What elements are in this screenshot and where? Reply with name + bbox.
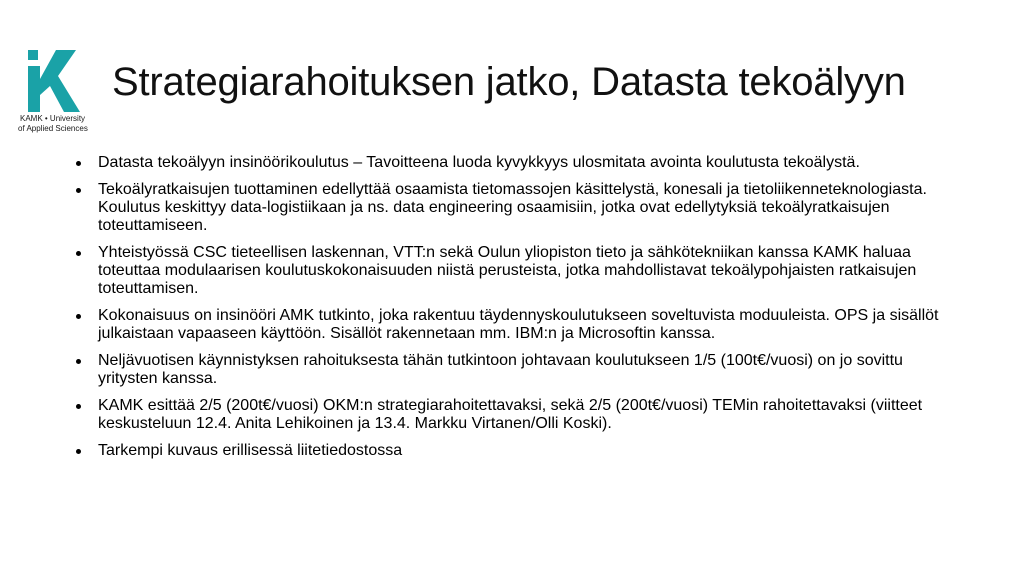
bullet-dot-icon xyxy=(76,188,81,193)
slide-title: Strategiarahoituksen jatko, Datasta tekoälyyn xyxy=(112,60,906,104)
bullet-text: Kokonaisuus on insinööri AMK tutkinto, joka rakentuu täydennyskoulutukseen soveltuvista moduuleista. OPS ja sisällöt julkaistaan vapaaseen käyttöön. Sisällöt rakennetaan mm. IBM:n ja Microsoftin kanssa. xyxy=(98,307,939,342)
bullet-item xyxy=(76,397,956,433)
bullet-text: Datasta tekoälyyn insinöörikoulutus – Tavoitteena luoda kyvykkyys ulosmitata avointa koulutusta tekoälystä. xyxy=(98,154,860,171)
bullet-dot-icon xyxy=(76,359,81,364)
bullet-dot-icon xyxy=(76,251,81,256)
bullet-text: Yhteistyössä CSC tieteellisen laskennan, VTT:n sekä Oulun yliopiston tieto ja sähkötekniikan kanssa KAMK haluaa toteuttaa modulaarisen koulutuskokonaisuuden niistä perusteista, jotka mahdollistavat tekoälypohjaisten ratkaisujen toteuttamisen. xyxy=(98,244,917,297)
bullet-item xyxy=(76,307,956,343)
bullet-text: Tarkempi kuvaus erillisessä liitetiedostossa xyxy=(98,442,403,459)
bullet-item xyxy=(76,181,956,235)
bullet-item xyxy=(76,154,956,172)
logo-line-2: of Applied Sciences xyxy=(18,124,88,133)
bullet-dot-icon xyxy=(76,161,81,166)
bullet-dot-icon xyxy=(76,449,81,454)
bullet-list xyxy=(76,154,956,469)
kamk-logo xyxy=(18,50,94,136)
bullet-text: KAMK esittää 2/5 (200t€/vuosi) OKM:n strategiarahoitettavaksi, sekä 2/5 (200t€/vuosi) TEMin rahoitettavaksi (viitteet keskusteluun 12.4. Anita Lehikoinen ja 13.4. Markku Virtanen/Olli Koski). xyxy=(98,397,923,432)
bullet-text: Neljävuotisen käynnistyksen rahoituksesta tähän tutkintoon johtavaan koulutukseen 1/5 (100t€/vuosi) on jo sovittu yritysten kanssa. xyxy=(98,352,903,387)
bullet-dot-icon xyxy=(76,314,81,319)
bullet-item xyxy=(76,352,956,388)
bullet-dot-icon xyxy=(76,404,81,409)
bullet-text: Tekoälyratkaisujen tuottaminen edellyttää osaamista tietomassojen käsittelystä, konesali ja tietoliikenneteknologiasta. Koulutus keskittyy data-logistiikaan ja ns. data engineering osaamisiin, jotka ovat edellytyksiä tekoälyratkaisujen toteuttamiseen. xyxy=(98,181,927,234)
bullet-item xyxy=(76,244,956,298)
kamk-logo-mark xyxy=(28,50,80,112)
bullet-item xyxy=(76,442,956,460)
logo-line-1: KAMK • University xyxy=(20,114,86,123)
